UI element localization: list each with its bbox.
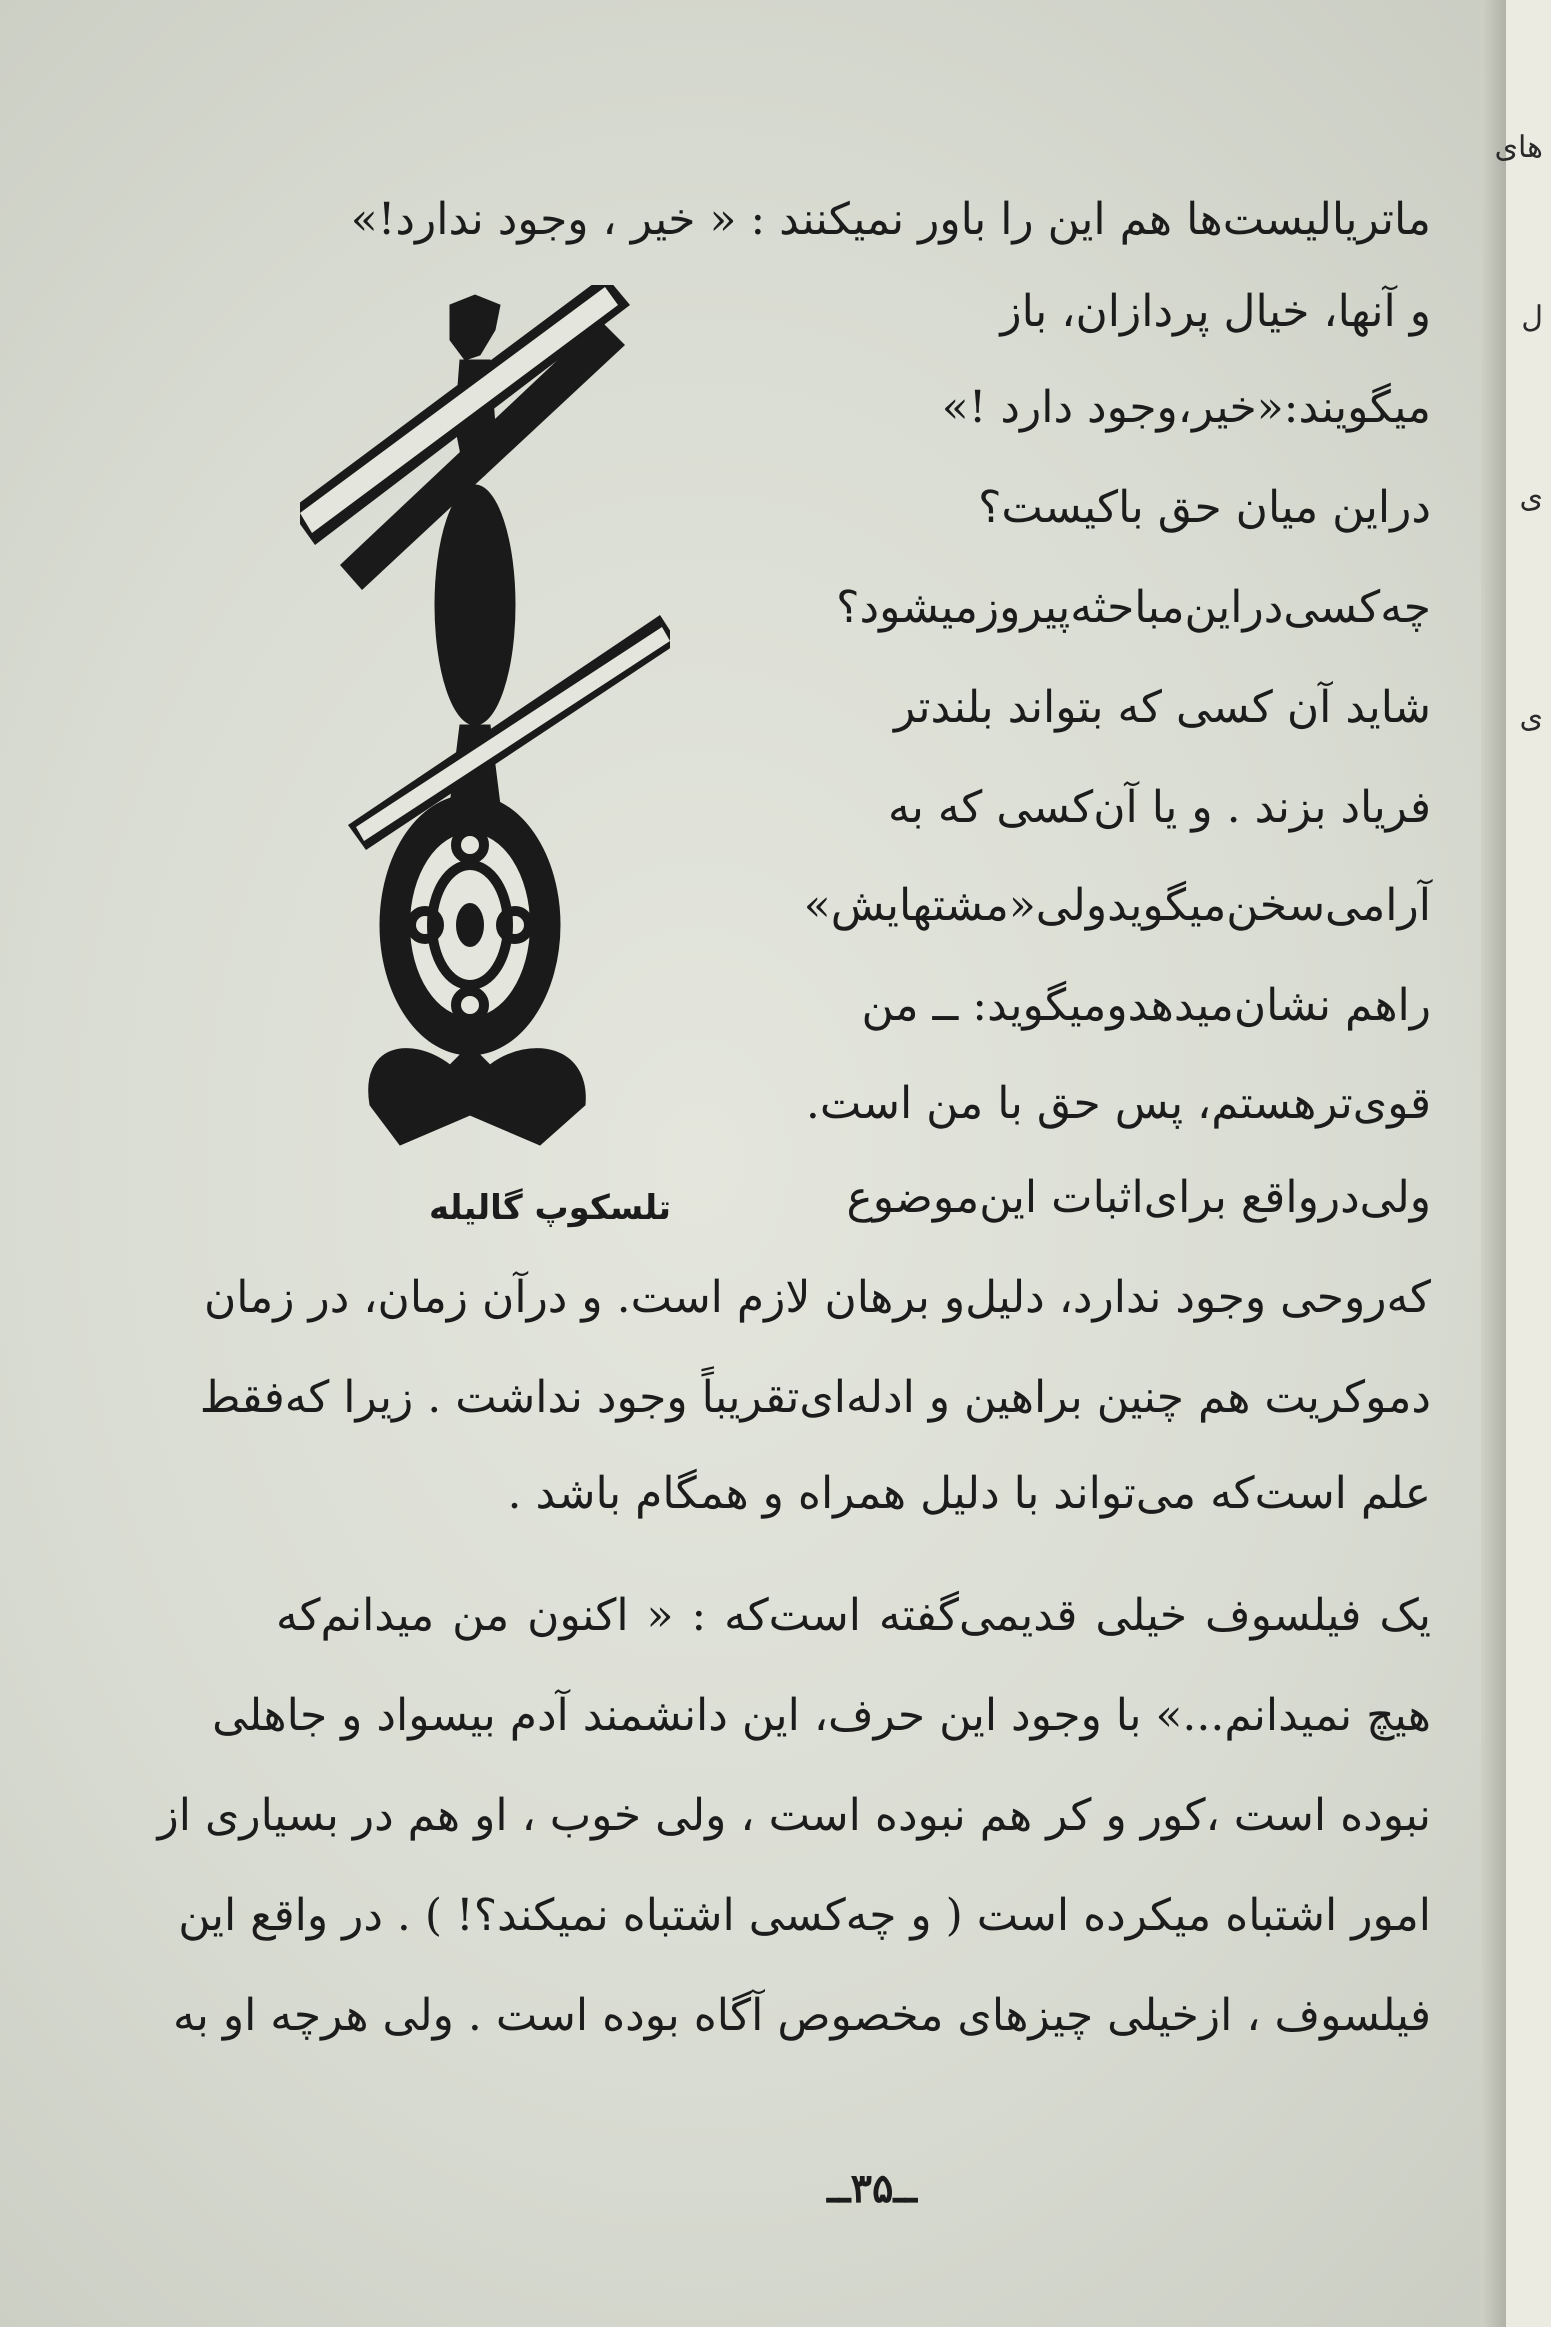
text-line: یک فیلسوف خیلی قدیمی‌گفته است‌که : « اکنون من میدانم‌که [276,1590,1431,1641]
text-line: فیلسوف ، ازخیلی چیزهای مخصوص آگاه بوده است . ولی هرچه او به [173,1990,1431,2041]
text-line: امور اشتباه میکرده است ( و چه‌کسی اشتباه نمیکند؟! ) . در واقع این [178,1890,1431,1941]
galileo-telescope-illustration [300,285,670,1165]
text-line: و آنها، خیال پردازان، باز [1000,286,1431,337]
text-line: نبوده است ،کور و کر هم نبوده است ، ولی خوب ، او هم در بسیاری از [157,1790,1431,1841]
text-line: دراین میان حق باکیست؟ [978,482,1431,533]
text-line: آرامی‌سخن‌میگویدولی«مشتهایش» [803,880,1431,931]
text-line: علم است‌که می‌تواند با دلیل همراه و همگام باشد . [507,1468,1431,1519]
text-line: دموکریت هم چنین براهین و ادله‌ای‌تقریباً وجود نداشت . زیرا که‌فقط [199,1372,1431,1423]
edge-text: های [1494,130,1543,165]
text-line: که‌روحی وجود ندارد، دلیل‌و برهان لازم است. و درآن زمان، در زمان [203,1272,1431,1323]
text-line: میگویند:«خیر،وجود دارد !» [941,382,1431,433]
text-line: شاید آن کسی که بتواند بلندتر [893,682,1431,733]
page-number: ــ۳۵ــ [827,2165,917,2212]
figure-caption: تلسکوپ گالیله [428,1188,672,1228]
next-page-edge [1494,0,1551,2327]
text-line: هیچ نمیدانم...» با وجود این حرف، این دانشمند آدم بیسواد و جاهلی [212,1690,1431,1741]
edge-text: ل [1521,300,1543,335]
text-line: ولی‌درواقع برای‌اثبات این‌موضوع [846,1172,1431,1223]
text-line: قوی‌ترهستم، پس حق با من است. [805,1078,1431,1129]
edge-text: ی [1519,480,1543,515]
text-line: فریاد بزند . و یا آن‌کسی که به [888,782,1431,833]
text-line: راهم نشان‌میدهدومیگوید: ــ من [861,980,1431,1031]
text-line: چه‌کسی‌دراین‌مباحثه‌پیروزمیشود؟ [836,582,1431,633]
text-line: ماتریالیست‌ها هم این را باور نمیکنند : « خیر ، وجود ندارد!» [350,194,1431,245]
edge-text: ی [1519,700,1543,735]
